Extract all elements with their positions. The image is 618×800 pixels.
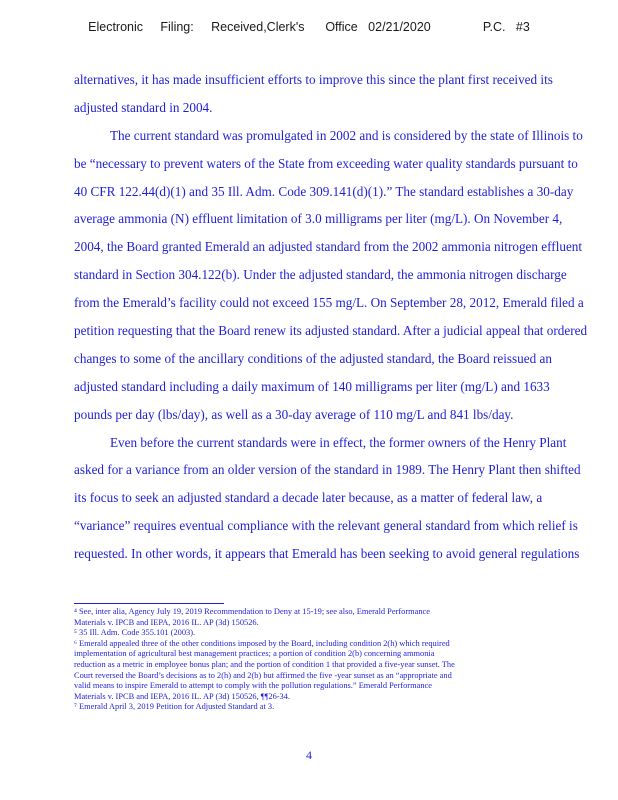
body-line: standard in Section 304.122(b). Under the adjusted standard, the ammonia nitrogen discharge [74, 267, 567, 283]
body-line: adjusted standard in 2004. [74, 99, 213, 115]
footnotes [74, 607, 594, 713]
footnote-divider [74, 603, 224, 604]
body-line: 40 CFR 122.44(d)(1) and 35 Ill. Adm. Code 309.141(d)(1).” The standard establishes a 30-day [74, 183, 574, 199]
footnote-line: ⁶ Emerald appealed three of the other conditions imposed by the Board, including condition 2(h) which required [74, 638, 450, 648]
body-line: asked for a variance from an older version of the standard in 1989. The Henry Plant then shifted [74, 462, 581, 478]
footnote-line: implementation of agricultural best management practices; a portion of condition 2(b) concerning ammonia [74, 649, 435, 659]
efiling-header: Electronic Filing: Received,Clerk's Office 02/21/2020 P.C. #3 [88, 20, 530, 34]
body-line: alternatives, it has made insufficient efforts to improve this since the plant first received its [74, 72, 553, 87]
body-line: “variance” requires eventual compliance with the relevant general standard from which relief is [74, 518, 578, 534]
footnote-line: reduction as a metric in employee bonus plan; and the portion of condition 1 that provided a five-year sunset. The [74, 659, 455, 669]
body-text [74, 66, 594, 568]
footnote-line: ⁵ 35 Ill. Adm. Code 355.101 (2003). [74, 628, 196, 638]
body-line: Even before the current standards were in effect, the former owners of the Henry Plant [110, 434, 567, 450]
footnote-line: Materials v. IPCB and IEPA, 2016 IL. AP (3d) 150526, ¶¶26-34. [74, 691, 291, 701]
footnote-line: ⁷ Emerald April 3, 2019 Petition for Adjusted Standard at 3. [74, 702, 275, 712]
body-line: average ammonia (N) effluent limitation of 3.0 milligrams per liter (mg/L). On November 4, [74, 211, 563, 227]
body-line: its focus to seek an adjusted standard a decade later because, as a matter of federal law, a [74, 490, 543, 506]
body-line: petition requesting that the Board renew its adjusted standard. After a judicial appeal that ordered [74, 323, 588, 339]
body-line: adjusted standard including a daily maximum of 140 milligrams per liter (mg/L) and 1633 [74, 378, 550, 394]
footnote-line: Court reversed the Board’s decisions as to 2(h) and 2(b) but affirmed the five -year sunset as an “appropriate and [74, 670, 452, 680]
body-line: changes to some of the ancillary conditions of the adjusted standard, the Board reissued an [74, 350, 552, 366]
body-line: be “necessary to prevent waters of the State from exceeding water quality standards pursuant to [74, 155, 578, 171]
page-number: 4 [306, 748, 312, 762]
body-line: pounds per day (lbs/day), as well as a 30-day average of 110 mg/L and 841 lbs/day. [74, 406, 514, 422]
footnote-line: Materials v. IPCB and IEPA, 2016 IL. AP (3d) 150526. [74, 617, 259, 627]
footnote-line: valid means to inspire Emerald to attempt to comply with the pollution regulations.” Emerald Performance [74, 681, 432, 691]
body-line: from the Emerald’s facility could not exceed 155 mg/L. On September 28, 2012, Emerald filed a [74, 295, 584, 311]
body-line: The current standard was promulgated in 2002 and is considered by the state of Illinois to [110, 127, 583, 143]
body-line: requested. In other words, it appears that Emerald has been seeking to avoid general regulations [74, 546, 580, 562]
body-line: 2004, the Board granted Emerald an adjusted standard from the 2002 ammonia nitrogen effluent [74, 239, 583, 255]
footnote-line: ⁴ See, inter alia, Agency July 19, 2019 Recommendation to Deny at 15-19; see also, Emerald Performance [74, 607, 430, 616]
